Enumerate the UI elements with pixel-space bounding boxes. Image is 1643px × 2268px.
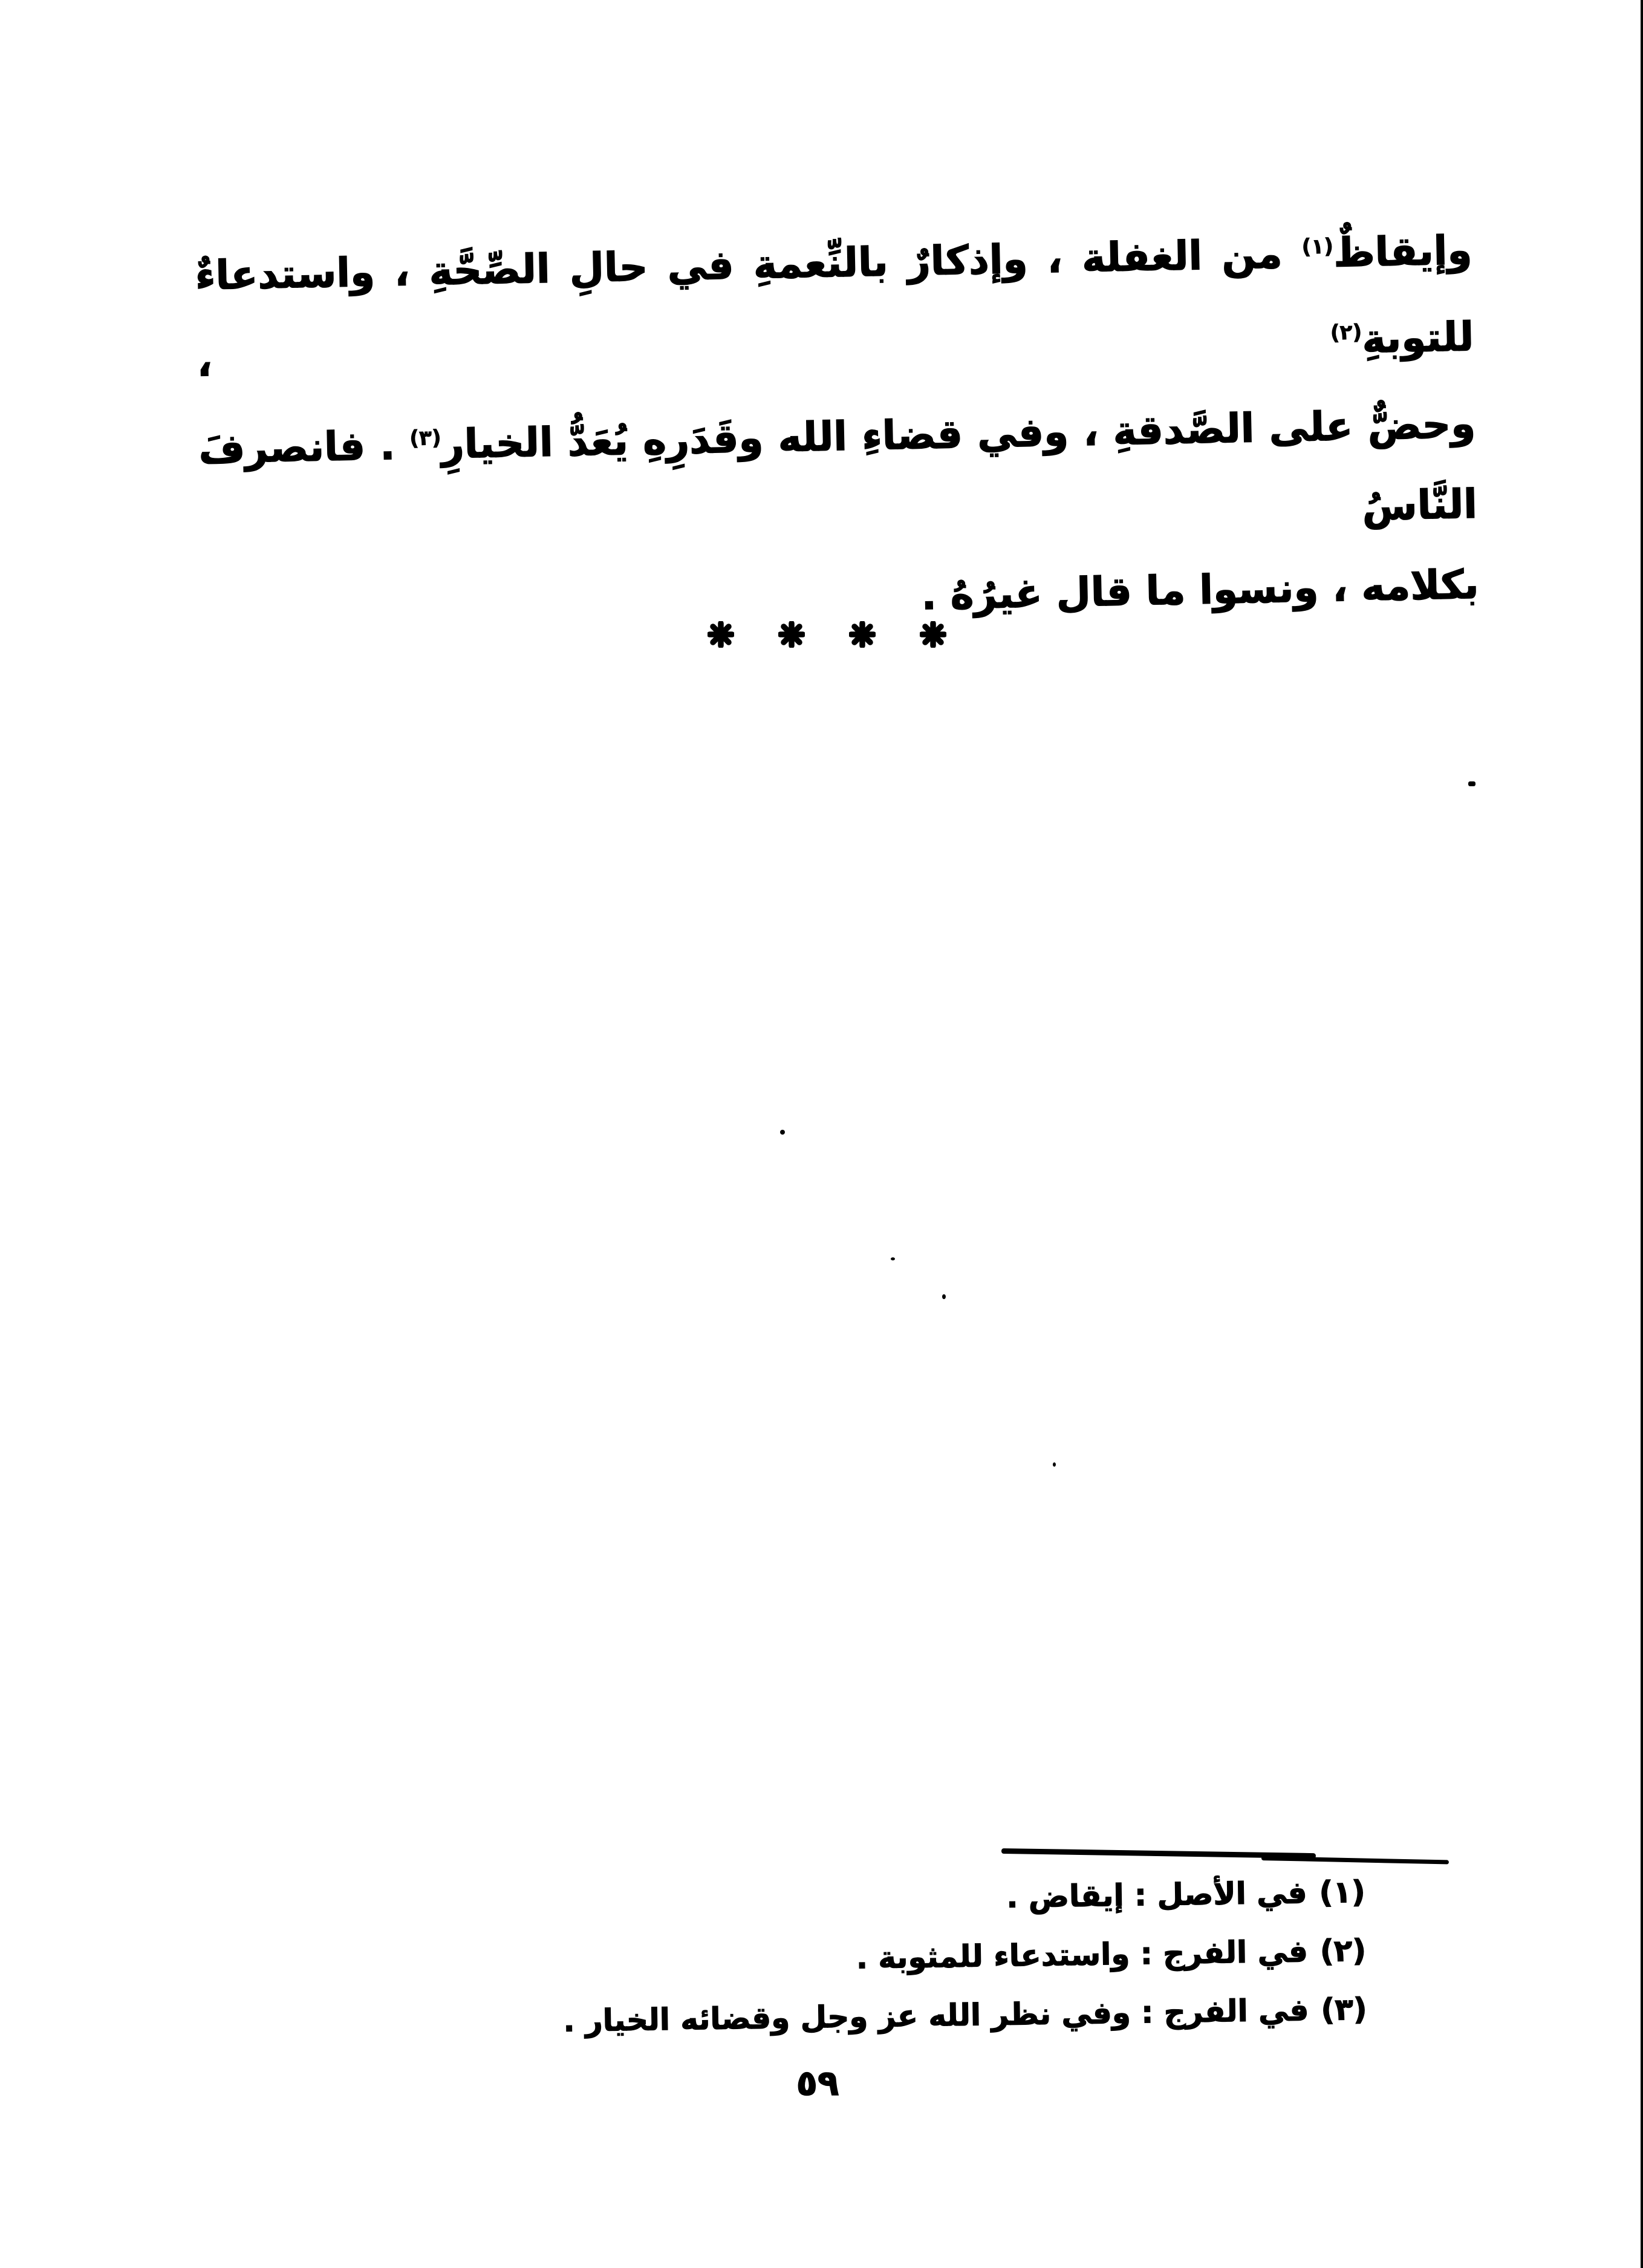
asterisk-icon bbox=[920, 621, 946, 648]
scan-edge-artifact bbox=[1641, 0, 1643, 2268]
page-number: ٥٩ bbox=[796, 2062, 839, 2103]
footnote-marker: (١) bbox=[1319, 1874, 1366, 1911]
section-separator bbox=[708, 621, 946, 648]
footnote-reference: (٣) bbox=[409, 425, 442, 451]
body-text-segment: . فانصرفَ النَّاسُ bbox=[198, 422, 1478, 530]
footnote-list bbox=[542, 1863, 1367, 2051]
body-text-segment: وحضٌّ على الصَّدقةِ ، وفي قضاءِ الله وقَدَرِهِ يُعَدُّ الخيارِ bbox=[441, 400, 1476, 468]
footnote-marker: (٣) bbox=[1320, 1991, 1368, 2028]
footnote-text: في الفرج : وفي نظر الله عز وجل وقضائه الخيار . bbox=[563, 1992, 1309, 2039]
body-text bbox=[194, 204, 1480, 650]
footnote-reference: (٢) bbox=[1330, 320, 1362, 345]
scan-speck bbox=[780, 1130, 785, 1135]
asterisk-icon bbox=[849, 621, 876, 648]
footnote-text: في الأصل : إيقاض . bbox=[1006, 1875, 1307, 1915]
body-text-segment: ، bbox=[196, 316, 1331, 386]
body-text-line bbox=[194, 204, 1474, 403]
body-text-segment: من الغفلة ، وإذكارٌ بالنِّعمةِ في حالِ الصِّحَّةِ ، واستدعاءٌ للتوبةِ bbox=[194, 230, 1474, 363]
scan-speck bbox=[1053, 1462, 1056, 1467]
footnote-reference: (١) bbox=[1301, 234, 1334, 259]
asterisk-icon bbox=[778, 621, 805, 648]
scan-speck bbox=[942, 1294, 946, 1299]
asterisk-icon bbox=[708, 621, 734, 648]
scan-speck bbox=[891, 1257, 895, 1260]
body-text-segment: وإيقاظٌ bbox=[1333, 227, 1473, 276]
scan-speck bbox=[1468, 781, 1475, 786]
footnote-item bbox=[544, 1980, 1367, 2051]
body-text-line bbox=[198, 377, 1478, 570]
footnote-marker: (٢) bbox=[1319, 1932, 1367, 1969]
body-text-segment: بكلامه ، ونسوا ما قال غيرُهُ . bbox=[920, 561, 1480, 619]
footnote-text: في الفرج : واستدعاء للمثوبة . bbox=[856, 1934, 1309, 1976]
